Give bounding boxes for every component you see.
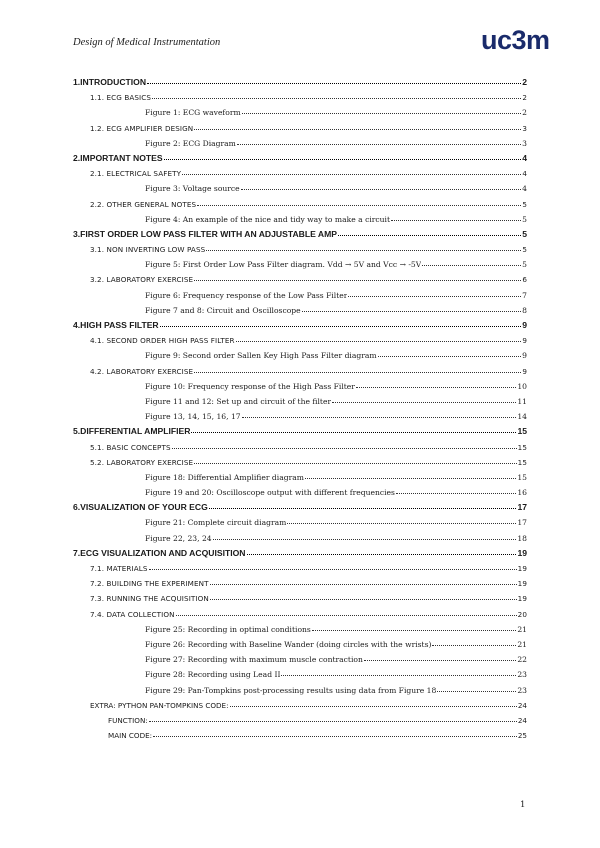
toc-entry[interactable]: [73, 166, 527, 181]
toc-entry[interactable]: [73, 90, 527, 105]
toc-entry[interactable]: [73, 637, 527, 652]
toc-entry-page: 9: [522, 366, 527, 376]
toc-entry-title: 1.2. ECG AMPLIFIER DESIGN: [90, 123, 194, 133]
toc-entry-title: 2.IMPORTANT NOTES: [73, 152, 163, 163]
toc-dot-leader: [164, 158, 522, 160]
toc-entry[interactable]: [73, 424, 527, 439]
toc-entry[interactable]: [73, 546, 527, 561]
toc-dot-leader: [191, 431, 516, 433]
toc-entry-page: 24: [517, 715, 527, 725]
toc-entry-page: 21: [517, 639, 527, 649]
toc-dot-leader: [378, 355, 522, 357]
toc-dot-leader: [247, 553, 517, 555]
toc-dot-leader: [242, 416, 517, 418]
toc-entry[interactable]: [73, 379, 527, 394]
toc-entry[interactable]: [73, 622, 527, 637]
toc-entry-page: 2: [522, 108, 527, 118]
toc-entry-page: 5: [522, 199, 527, 209]
toc-entry-title: 7.2. BUILDING THE EXPERIMENT: [90, 579, 209, 589]
toc-entry[interactable]: [73, 455, 527, 470]
toc-dot-leader: [209, 507, 517, 509]
toc-entry-page: 15: [517, 426, 527, 437]
toc-entry[interactable]: [73, 212, 527, 227]
toc-entry-page: 9: [522, 320, 527, 330]
toc-entry-page: 2: [522, 77, 527, 87]
toc-dot-leader: [237, 143, 521, 145]
toc-entry[interactable]: [73, 272, 527, 287]
toc-dot-leader: [242, 112, 522, 114]
toc-dot-leader: [422, 264, 521, 266]
toc-entry[interactable]: [73, 440, 527, 455]
toc-entry[interactable]: [73, 698, 527, 713]
toc-entry-title: Figure 2: ECG Diagram: [145, 138, 236, 148]
toc-entry-page: 6: [522, 275, 527, 285]
toc-dot-leader: [153, 735, 517, 737]
toc-entry[interactable]: [73, 151, 527, 166]
toc-entry-title: FUNCTION:: [108, 715, 148, 725]
toc-entry-page: 3: [522, 138, 527, 148]
toc-entry-page: 5: [522, 214, 527, 224]
toc-entry-title: EXTRA: PYTHON PAN-TOMPKINS CODE:: [90, 700, 229, 710]
toc-entry-title: Figure 3: Voltage source: [145, 184, 240, 194]
toc-entry[interactable]: [73, 500, 527, 515]
table-of-contents: [73, 75, 527, 743]
toc-dot-leader: [182, 173, 521, 175]
toc-entry[interactable]: [73, 576, 527, 591]
toc-dot-leader: [437, 690, 516, 692]
toc-entry[interactable]: [73, 652, 527, 667]
toc-entry-title: Figure 6: Frequency response of the Low Pass Filter: [145, 290, 348, 300]
toc-entry-page: 2: [522, 93, 527, 103]
toc-entry-page: 19: [517, 564, 527, 573]
toc-entry[interactable]: [73, 303, 527, 318]
toc-entry-title: 7.3. RUNNING THE ACQUISITION: [90, 594, 209, 604]
toc-entry[interactable]: [73, 227, 527, 242]
toc-entry-page: 22: [517, 655, 527, 665]
toc-entry[interactable]: [73, 409, 527, 424]
toc-entry-page: 3: [522, 123, 527, 133]
toc-dot-leader: [432, 644, 516, 646]
toc-entry-title: 7.ECG VISUALIZATION AND ACQUISITION: [73, 547, 246, 558]
toc-dot-leader: [176, 614, 517, 616]
toc-entry-title: Figure 13, 14, 15, 16, 17: [145, 412, 241, 422]
toc-entry[interactable]: [73, 470, 527, 485]
toc-entry-title: 4.1. SECOND ORDER HIGH PASS FILTER: [90, 336, 235, 346]
uc3m-logo: uc3m: [481, 25, 550, 55]
toc-dot-leader: [210, 598, 517, 600]
toc-entry-page: 23: [517, 685, 527, 695]
toc-dot-leader: [332, 401, 516, 403]
toc-entry-title: 3.1. NON INVERTING LOW PASS: [90, 245, 206, 255]
toc-entry[interactable]: [73, 181, 527, 196]
toc-entry-title: Figure 4: An example of the nice and tidy way to make a circuit: [145, 214, 391, 224]
toc-dot-leader: [194, 462, 516, 464]
toc-entry-title: 4.HIGH PASS FILTER: [73, 320, 159, 330]
toc-dot-leader: [172, 447, 517, 449]
toc-entry-page: 16: [517, 488, 527, 498]
toc-entry-page: 9: [522, 351, 527, 361]
toc-entry-title: Figure 29: Pan-Tompkins post-processing results using data from Figure 18: [145, 685, 437, 695]
toc-entry[interactable]: [73, 121, 527, 136]
toc-entry-title: Figure 18: Differential Amplifier diagram: [145, 472, 304, 482]
toc-entry[interactable]: [73, 288, 527, 303]
toc-entry-title: 5.DIFFERENTIAL AMPLIFIER: [73, 426, 191, 437]
toc-entry[interactable]: [73, 318, 527, 333]
toc-entry-title: 1.1. ECG BASICS: [90, 93, 152, 103]
toc-entry-page: 8: [522, 305, 527, 315]
toc-dot-leader: [152, 97, 521, 99]
toc-dot-leader: [396, 492, 516, 494]
toc-entry-title: Figure 21: Complete circuit diagram: [145, 518, 287, 528]
toc-dot-leader: [149, 568, 517, 570]
toc-entry-page: 4: [522, 184, 527, 194]
toc-entry-page: 9: [522, 336, 527, 346]
toc-entry[interactable]: [73, 105, 527, 120]
toc-entry[interactable]: [73, 136, 527, 151]
toc-dot-leader: [356, 386, 516, 388]
toc-entry[interactable]: [73, 683, 527, 698]
toc-entry-page: 4: [522, 152, 527, 163]
toc-dot-leader: [312, 629, 517, 631]
toc-entry-page: 10: [517, 381, 527, 391]
toc-entry[interactable]: [73, 713, 527, 728]
toc-entry-page: 14: [517, 412, 527, 422]
toc-entry-page: 19: [517, 547, 527, 558]
toc-dot-leader: [305, 477, 516, 479]
toc-dot-leader: [236, 340, 522, 342]
toc-dot-leader: [213, 538, 517, 540]
toc-dot-leader: [230, 705, 517, 707]
toc-entry-title: Figure 27: Recording with maximum muscle contraction: [145, 655, 363, 665]
toc-entry-title: Figure 28: Recording using Lead II: [145, 670, 281, 680]
toc-entry-title: MAIN CODE:: [108, 731, 153, 741]
toc-entry-title: Figure 19 and 20: Oscilloscope output with different frequencies: [145, 488, 395, 498]
toc-entry-title: 3.FIRST ORDER LOW PASS FILTER WITH AN ADJUSTABLE AMP: [73, 228, 338, 239]
toc-entry[interactable]: [73, 728, 527, 743]
toc-entry[interactable]: [73, 591, 527, 606]
toc-dot-leader: [160, 325, 522, 327]
toc-entry-title: Figure 26: Recording with Baseline Wander (doing circles with the wrists): [145, 639, 432, 649]
toc-entry-title: Figure 5: First Order Low Pass Filter diagram. Vdd → 5V and Vcc → -5V: [145, 260, 422, 270]
toc-dot-leader: [194, 279, 521, 281]
toc-dot-leader: [194, 128, 521, 130]
toc-dot-leader: [241, 188, 521, 190]
toc-entry-page: 7: [522, 290, 527, 300]
toc-entry-page: 21: [517, 624, 527, 634]
toc-entry-page: 18: [517, 533, 527, 543]
toc-entry-page: 5: [522, 260, 527, 270]
toc-entry[interactable]: [73, 561, 527, 576]
toc-entry[interactable]: [73, 242, 527, 257]
toc-entry[interactable]: [73, 364, 527, 379]
page-number: 1: [520, 800, 526, 810]
toc-entry-page: 23: [517, 670, 527, 680]
toc-entry-title: Figure 9: Second order Sallen Key High Pass Filter diagram: [145, 351, 377, 361]
toc-entry[interactable]: [73, 197, 527, 212]
toc-entry-page: 24: [517, 700, 527, 710]
toc-entry-page: 19: [517, 579, 527, 589]
toc-entry-title: Figure 1: ECG waveform: [145, 108, 241, 118]
document-header-title: Design of Medical Instrumentation: [73, 37, 221, 48]
toc-dot-leader: [287, 522, 516, 524]
toc-entry-title: 5.2. LABORATORY EXERCISE: [90, 457, 194, 467]
toc-entry[interactable]: [73, 485, 527, 500]
toc-entry[interactable]: [73, 75, 527, 90]
toc-entry[interactable]: [73, 333, 527, 348]
toc-entry-title: Figure 22, 23, 24: [145, 533, 212, 543]
toc-entry-title: Figure 7 and 8: Circuit and Oscilloscope: [145, 305, 301, 315]
toc-entry-title: Figure 25: Recording in optimal conditions: [145, 624, 311, 634]
toc-dot-leader: [281, 674, 516, 676]
toc-entry-page: 11: [517, 396, 527, 406]
toc-dot-leader: [338, 234, 521, 236]
toc-entry-page: 4: [522, 169, 527, 179]
toc-entry-page: 5: [522, 228, 527, 239]
toc-dot-leader: [147, 82, 521, 84]
toc-entry[interactable]: [73, 394, 527, 409]
toc-entry-page: 25: [517, 731, 527, 741]
toc-dot-leader: [348, 295, 521, 297]
toc-entry[interactable]: [73, 531, 527, 546]
toc-dot-leader: [197, 204, 521, 206]
toc-dot-leader: [210, 583, 517, 585]
toc-entry-title: 3.2. LABORATORY EXERCISE: [90, 275, 194, 285]
toc-dot-leader: [149, 720, 517, 722]
toc-dot-leader: [194, 371, 521, 373]
toc-dot-leader: [302, 310, 522, 312]
toc-entry-title: 5.1. BASIC CONCEPTS: [90, 442, 171, 452]
toc-entry-title: 4.2. LABORATORY EXERCISE: [90, 366, 194, 376]
toc-entry-page: 20: [517, 609, 527, 619]
toc-entry-page: 5: [522, 245, 527, 255]
toc-entry-title: 2.1. ELECTRICAL SAFETY: [90, 169, 182, 179]
toc-dot-leader: [391, 219, 521, 221]
toc-entry[interactable]: [73, 257, 527, 272]
toc-entry[interactable]: [73, 515, 527, 530]
toc-entry-title: 7.1. MATERIALS: [90, 564, 148, 573]
toc-entry-title: Figure 11 and 12: Set up and circuit of the filter: [145, 396, 332, 406]
toc-entry[interactable]: [73, 348, 527, 363]
toc-entry-title: 2.2. OTHER GENERAL NOTES: [90, 199, 197, 209]
toc-entry-page: 15: [517, 442, 527, 452]
toc-entry-page: 15: [517, 457, 527, 467]
toc-entry-page: 19: [517, 594, 527, 604]
toc-entry-title: 6.VISUALIZATION OF YOUR ECG: [73, 502, 208, 513]
toc-entry-title: Figure 10: Frequency response of the High Pass Filter: [145, 381, 355, 391]
toc-entry-page: 15: [517, 472, 527, 482]
toc-entry-page: 17: [517, 502, 527, 513]
toc-entry-title: 1.INTRODUCTION: [73, 77, 147, 87]
toc-dot-leader: [364, 659, 516, 661]
toc-entry-page: 17: [517, 518, 527, 528]
toc-entry[interactable]: [73, 607, 527, 622]
toc-entry[interactable]: [73, 667, 527, 682]
toc-entry-title: 7.4. DATA COLLECTION: [90, 609, 175, 619]
toc-dot-leader: [206, 249, 521, 251]
